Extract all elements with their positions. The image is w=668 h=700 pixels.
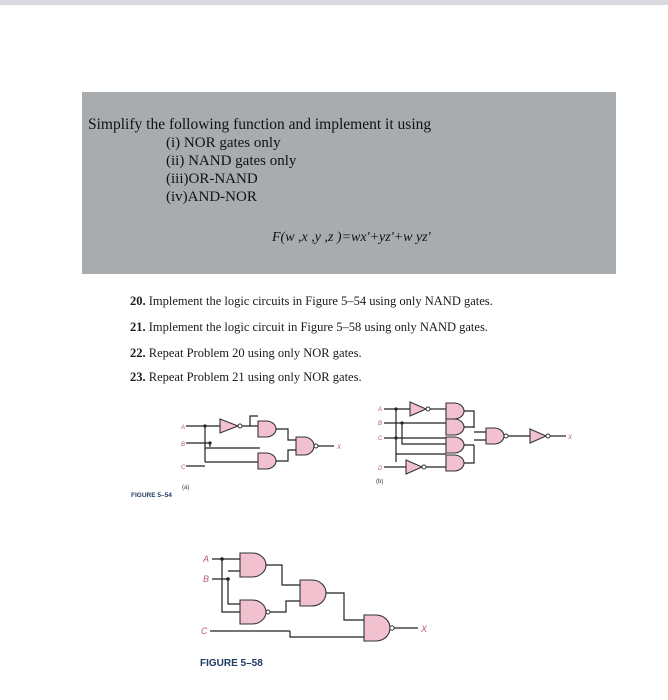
fig54b-input-b: B [378,421,383,427]
problem-21: 21. Implement the logic circuit in Figure 5–58 using only NAND gates. [130,320,488,334]
problem-20: 20. Implement the logic circuits in Figure 5–54 using only NAND gates. [130,294,493,308]
figure-5-58-circuit [201,553,428,641]
fig58-output: X [421,624,428,634]
question-intro: Simplify the following function and implement it using [88,116,432,133]
fig58-input-a: A [203,554,210,564]
option-nand: (ii) NAND gates only [166,153,297,169]
option-and-nor: (iv)AND-NOR [166,189,257,205]
figure-5-54b-circuit [376,402,573,485]
figure-5-58-caption: FIGURE 5–58 [200,658,263,669]
fig54b-label: (b) [376,479,384,485]
fig54a-input-b: B [181,442,186,448]
fig58-input-b: B [203,574,210,584]
fig54a-input-c: C [181,465,186,471]
fig54b-input-d: D [378,466,383,472]
fig54a-input-a: A [181,425,186,431]
option-or-nand: (iii)OR-NAND [166,171,258,187]
fig54b-input-a: A [378,407,383,413]
problem-22: 22. Repeat Problem 20 using only NOR gates. [130,346,362,360]
fig54b-input-c: C [378,436,383,442]
fig54a-output: X [337,445,342,451]
figure-5-54a-circuit [180,416,342,491]
option-nor: (i) NOR gates only [166,135,281,151]
figure-5-54-caption: FIGURE 5–54 [131,492,172,499]
fig58-input-c: C [201,626,208,636]
fig54b-output: X [568,435,573,441]
problem-23: 23. Repeat Problem 21 using only NOR gates. [130,370,362,384]
boolean-function: F(w ,x ,y ,z )=wx'+yz'+w yz' [272,230,431,245]
fig54a-label: (a) [182,485,190,491]
